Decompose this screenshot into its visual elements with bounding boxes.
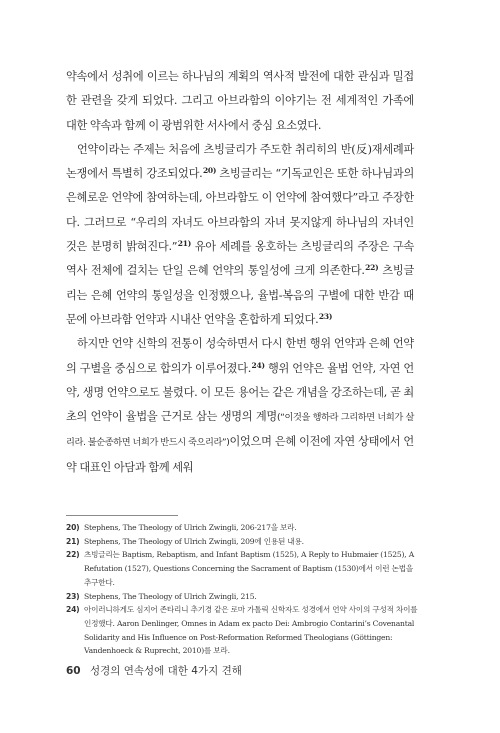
- body-text: [66, 65, 414, 480]
- text-run: 하지만 언약 신학의 전통이 성숙하면서 다시 한번 행위 언약과 은혜 언약의 구별을 중심으로 합의가 이루어졌다.: [66, 337, 414, 375]
- text-run: 약속에서 성취에 이르는 하나님의 계획의 역사적 발전에 대한 관심과 밀접한 관련을 갖게 되었다. 그리고 아브라함의 이야기는 전 세계적인 가족에 대한 약속과 함께 이 광범위한 서사에서 중심 요소였다.: [66, 70, 414, 132]
- footnote-text: Stephens, The Theology of Ulrich Zwingli, 215.: [84, 591, 257, 601]
- footnote-number: 22): [66, 550, 80, 560]
- footnote-ref: 24): [251, 360, 265, 370]
- page-footer: [66, 663, 242, 678]
- paragraph-2: [66, 138, 414, 332]
- footnote: [66, 603, 418, 658]
- footnote-number: 23): [66, 591, 80, 601]
- text-run: 언약이라는 주제는 처음에 츠빙글리가 주도한 취리히의 반(反)재세례파 논쟁에서 특별히 강조되었다.: [66, 142, 414, 181]
- text-run: 이었으며 은혜 이전에 자연 상태에서 언약 대표인 아담과 함께 세워: [66, 435, 414, 474]
- paragraph-3: [66, 332, 414, 480]
- text-run: 츠빙글리는 은혜 언약의 통일성을 인정했으나, 율법-복음의 구별에 대한 반감 때문에 아브라함 언약과 시내산 언약을 혼합하게 되었다.: [66, 264, 415, 326]
- text-run: 츠빙글리는 “기독교인은 또한 하나님과의 은혜로운 언약에 참여하는데, 아브라함도 이 언약에 참여했다”라고 주장한다. 그러므로 “우리의 자녀도 아브라함의 자녀 못지않게 하나님의 자녀인 것은 분명히 밝혀진다.”: [66, 167, 414, 254]
- footnote-ref: 21): [177, 239, 192, 249]
- footnote-text: Stephens, The Theology of Ulrich Zwingli, 209에 인용된 내용.: [84, 536, 304, 546]
- footnote-number: 20): [66, 523, 80, 532]
- footnotes: [66, 521, 418, 658]
- text-run: 유아 세례를 옹호하는 츠빙글리의 주장은 구속 역사 전체에 걸치는 단일 은혜 언약의 통일성에 크게 의존한다.: [66, 240, 414, 278]
- footnote-number: 21): [66, 536, 80, 546]
- footnote-ref: 23): [318, 311, 333, 321]
- footnote-ref: 22): [365, 263, 379, 273]
- footnote-divider: [66, 515, 178, 516]
- page-number: 60: [66, 665, 81, 677]
- footnote-ref: 20): [202, 166, 217, 176]
- running-title: 성경의 연속성에 대한 4가지 견해: [89, 665, 242, 677]
- quoted-commandment: (“이것을 행하라 그리하면 너희가 살리라. 불순종하면 너희가 반드시 죽으리라”): [66, 412, 414, 449]
- footnote: [66, 590, 418, 604]
- text-run: 행위 언약은 율법 언약, 자연 언약, 생명 언약으로도 불렸다. 이 모든 용어는 같은 개념을 강조하는데, 곧 최초의 언약이 율법을 근거로 삼는 생명의 계명: [66, 361, 414, 424]
- paragraph-1: [66, 65, 414, 138]
- footnote-text: 아이러니하게도 심지어 존타리니 추기경 같은 로마 가톨릭 신학자도 성경에서 언약 사이의 구성적 차이를 인정했다. Aaron Denlinger, Omnes in Adam ex pacto Dei: Ambrogio Contarini’s Covenantal Solidarity and His Influence on Post-Reformation Reformed Theologians (Göttingen: Vandenhoeck & Ruprecht, 2010)를 보라.: [84, 605, 418, 656]
- footnote: [66, 521, 418, 535]
- footnote-number: 24): [66, 605, 80, 615]
- footnote: [66, 535, 418, 549]
- footnote-text: Stephens, The Theology of Ulrich Zwingli, 206-217을 보라.: [84, 523, 297, 532]
- footnote: [66, 548, 418, 589]
- footnote-text: 츠빙글리는 Baptism, Rebaptism, and Infant Baptism (1525), A Reply to Hubmaier (1525), A Refutation (1527), Questions Concerning the Sacrament of Baptism (1530)에서 이런 논법을 추구한다.: [84, 550, 415, 587]
